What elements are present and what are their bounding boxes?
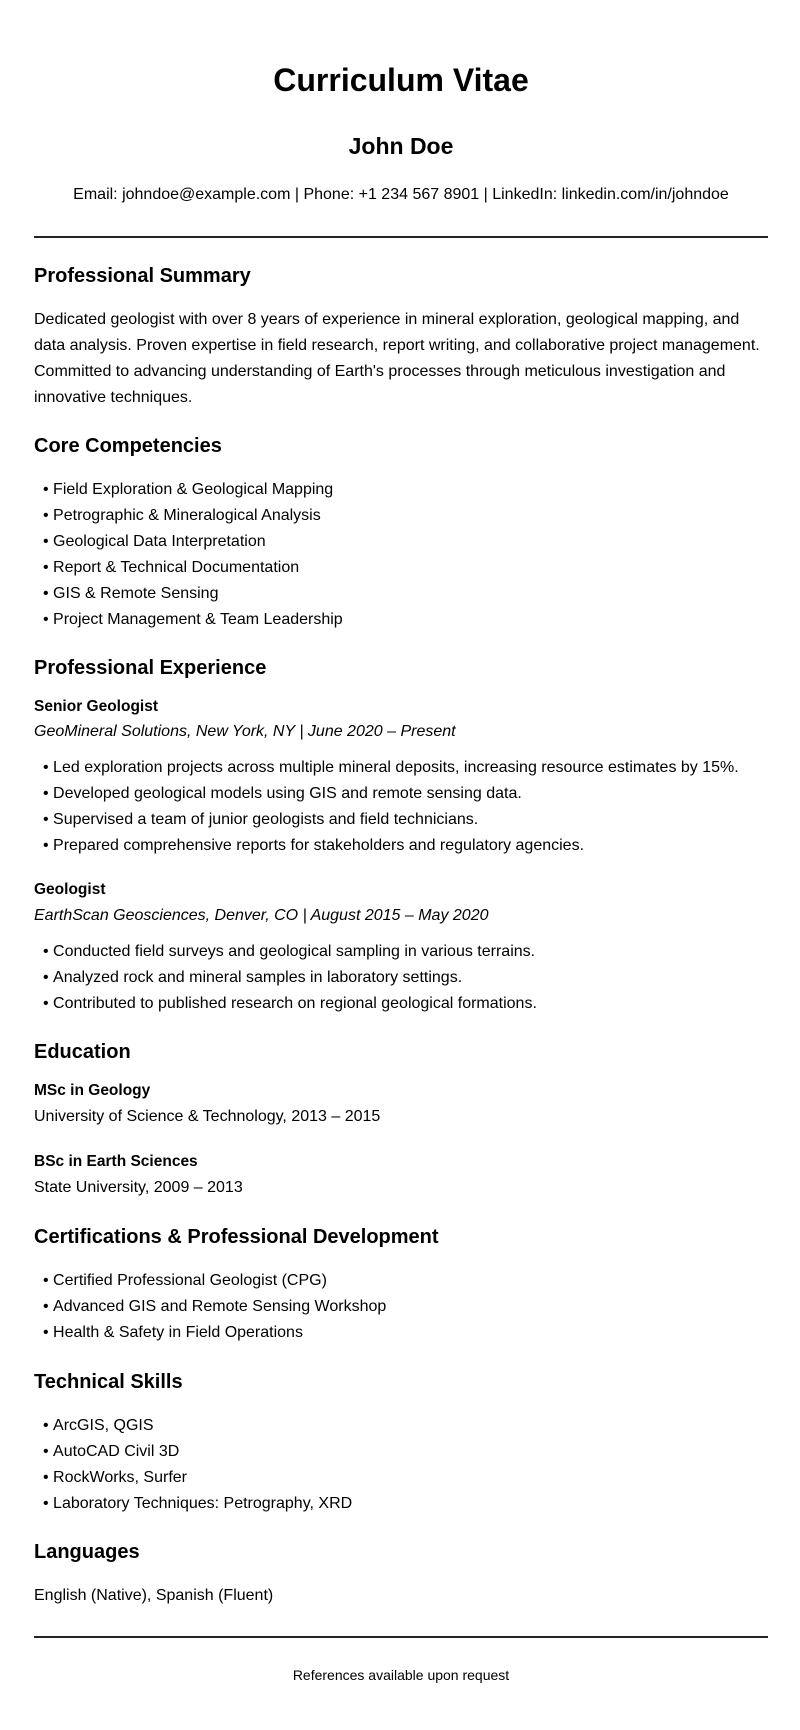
job-bullets <box>43 755 739 859</box>
list-item: • Petrographic & Mineralogical Analysis <box>43 503 343 529</box>
footer-note: References available upon request <box>292 1667 510 1683</box>
list-item: • Contributed to published research on regional geological formations. <box>43 991 537 1017</box>
list-item: • Report & Technical Documentation <box>43 555 343 581</box>
skills-list <box>43 1413 352 1517</box>
page-title: Curriculum Vitae <box>273 62 529 98</box>
competencies-list <box>43 477 343 633</box>
list-item: • Developed geological models using GIS and remote sensing data. <box>43 781 739 807</box>
job-title: Senior Geologist <box>34 698 159 715</box>
contact-line: Email: johndoe@example.com | Phone: +1 234 567 8901 | LinkedIn: linkedin.com/in/johndoe <box>73 186 729 203</box>
degree-title: MSc in Geology <box>34 1082 151 1099</box>
competencies-heading: Core Competencies <box>34 435 222 457</box>
list-item: • Certified Professional Geologist (CPG) <box>43 1268 386 1294</box>
candidate-name: John Doe <box>348 133 454 159</box>
job-bullets <box>43 939 537 1017</box>
summary-heading: Professional Summary <box>34 265 251 287</box>
summary-text: Dedicated geologist with over 8 years of experience in mineral exploration, geological mapping, and data analysis. Proven expertise in field research, report writing, and collaborative project management. Committed to advancing understanding of Earth's processes through meticulous investigation and innovative techniques. <box>34 311 760 406</box>
certifications-list <box>43 1268 386 1346</box>
job-title: Geologist <box>34 881 106 898</box>
list-item: • Advanced GIS and Remote Sensing Workshop <box>43 1294 386 1320</box>
degree-title: BSc in Earth Sciences <box>34 1153 198 1170</box>
experience-heading: Professional Experience <box>34 657 267 679</box>
list-item: • ArcGIS, QGIS <box>43 1413 352 1439</box>
job-meta: GeoMineral Solutions, New York, NY | June 2020 – Present <box>34 723 456 740</box>
certifications-heading: Certifications & Professional Development <box>34 1226 439 1248</box>
languages-text: English (Native), Spanish (Fluent) <box>34 1587 274 1604</box>
list-item: • Prepared comprehensive reports for stakeholders and regulatory agencies. <box>43 833 739 859</box>
list-item: • Analyzed rock and mineral samples in laboratory settings. <box>43 965 537 991</box>
list-item: • Health & Safety in Field Operations <box>43 1320 386 1346</box>
list-item: • Field Exploration & Geological Mapping <box>43 477 343 503</box>
skills-heading: Technical Skills <box>34 1371 183 1393</box>
list-item: • AutoCAD Civil 3D <box>43 1439 352 1465</box>
list-item: • GIS & Remote Sensing <box>43 581 343 607</box>
footer-divider <box>34 1636 768 1638</box>
degree-detail: State University, 2009 – 2013 <box>34 1179 243 1196</box>
list-item: • Laboratory Techniques: Petrography, XRD <box>43 1491 352 1517</box>
education-heading: Education <box>34 1041 131 1063</box>
job-meta: EarthScan Geosciences, Denver, CO | August 2015 – May 2020 <box>34 907 489 924</box>
list-item: • Conducted field surveys and geological sampling in various terrains. <box>43 939 537 965</box>
list-item: • Supervised a team of junior geologists and field technicians. <box>43 807 739 833</box>
header-divider <box>34 236 768 238</box>
list-item: • RockWorks, Surfer <box>43 1465 352 1491</box>
degree-detail: University of Science & Technology, 2013 – 2015 <box>34 1108 381 1125</box>
list-item: • Project Management & Team Leadership <box>43 607 343 633</box>
list-item: • Geological Data Interpretation <box>43 529 343 555</box>
list-item: • Led exploration projects across multiple mineral deposits, increasing resource estimates by 15%. <box>43 755 739 781</box>
languages-heading: Languages <box>34 1541 140 1563</box>
